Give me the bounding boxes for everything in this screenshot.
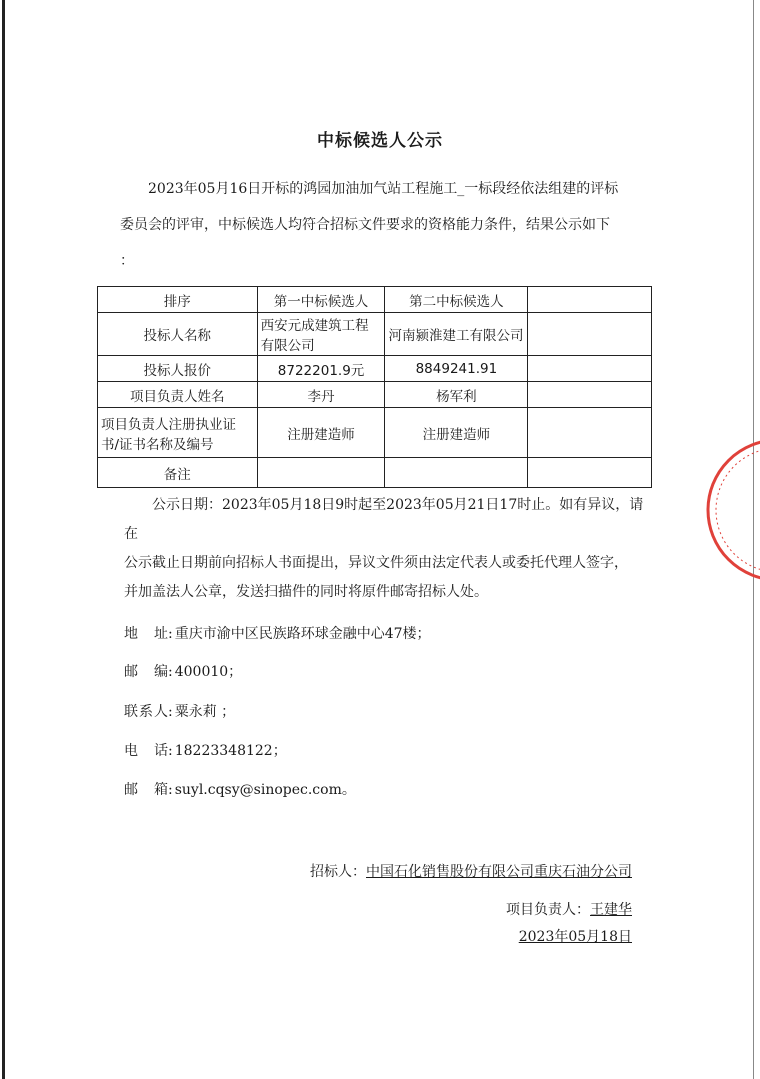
candidate-table — [97, 286, 652, 488]
table-cell — [528, 356, 652, 382]
table-cell — [528, 382, 652, 408]
table-cell: 第二中标候选人 — [385, 287, 528, 313]
contact-address: 地 址: 重庆市渝中区民族路环球金融中心47楼； — [124, 623, 431, 643]
intro-paragraph — [120, 171, 640, 279]
table-row — [98, 382, 652, 408]
intro-line-2: 委员会的评审，中标候选人均符合招标文件要求的资格能力条件，结果公示如下 — [120, 217, 610, 233]
table-cell: 第一中标候选人 — [257, 287, 385, 313]
table-cell: 8849241.91 — [385, 356, 528, 382]
contact-email: 邮 箱: suyl.cqsy@sinopec.com。 — [124, 779, 356, 799]
table-cell: 投标人报价 — [98, 356, 258, 382]
table-cell: 注册建造师 — [257, 408, 385, 458]
manager-label: 项目负责人： — [506, 902, 590, 918]
contact-person: 联系人: 粟永莉 ； — [124, 701, 235, 721]
intro-line-1: 2023年05月16日开标的鸿园加油加气站工程施工_一标段经依法组建的评标 — [148, 181, 619, 197]
table-cell: 投标人名称 — [98, 313, 258, 356]
table-row — [98, 313, 652, 356]
contact-label: 电 话 — [124, 743, 168, 759]
contact-value: 18223348122； — [174, 743, 287, 759]
table-cell — [385, 458, 528, 488]
table-cell — [528, 313, 652, 356]
contact-label: 地 址 — [124, 626, 168, 642]
contact-phone: 电 话: 18223348122； — [124, 740, 287, 760]
tenderer-label: 招标人： — [310, 864, 366, 880]
table-cell: 西安元成建筑工程有限公司 — [257, 313, 385, 356]
page-title: 中标候选人公示 — [317, 131, 443, 151]
table-cell: 8722201.9元 — [257, 356, 385, 382]
table-row — [98, 356, 652, 382]
table-cell: 排序 — [98, 287, 258, 313]
table-row — [98, 287, 652, 313]
contact-label: 邮 箱 — [124, 782, 168, 798]
contact-value: 重庆市渝中区民族路环球金融中心47楼； — [174, 626, 431, 642]
table-cell — [257, 458, 385, 488]
contact-value: suyl.cqsy@sinopec.com。 — [174, 782, 356, 798]
contact-value: 400010； — [174, 664, 243, 680]
table-cell: 河南颍淮建工有限公司 — [385, 313, 528, 356]
notice-paragraph — [124, 491, 644, 607]
intro-line-3: ： — [120, 253, 134, 269]
table-cell: 项目负责人注册执业证书/证书名称及编号 — [98, 408, 258, 458]
notice-line-1: 公示日期：2023年05月18日9时起至2023年05月21日17时止。如有异议，请在 — [124, 497, 644, 542]
signature-date: 2023年05月18日 — [518, 929, 632, 945]
table-cell: 杨军利 — [385, 382, 528, 408]
contact-label: 联系人 — [124, 704, 168, 720]
contact-postcode: 邮 编: 400010； — [124, 661, 242, 681]
contact-value: 粟永莉 ； — [174, 704, 236, 720]
table-cell: 备注 — [98, 458, 258, 488]
official-seal-stamp — [700, 435, 760, 585]
table-row — [98, 458, 652, 488]
notice-line-3: 并加盖法人公章，发送扫描件的同时将原件邮寄招标人处。 — [124, 584, 488, 600]
table-cell: 注册建造师 — [385, 408, 528, 458]
tenderer-name: 中国石化销售股份有限公司重庆石油分公司 — [366, 864, 632, 880]
notice-line-2: 公示截止日期前向招标人书面提出，异议文件须由法定代表人或委托代理人签字， — [124, 555, 628, 571]
table-row — [98, 408, 652, 458]
table-cell — [528, 287, 652, 313]
tenderer-signature — [310, 861, 632, 881]
manager-name: 王建华 — [590, 902, 632, 918]
table-cell — [528, 458, 652, 488]
table-cell: 李丹 — [257, 382, 385, 408]
scan-edge-left — [2, 0, 5, 1079]
table-cell: 项目负责人姓名 — [98, 382, 258, 408]
table-cell — [528, 408, 652, 458]
manager-signature — [506, 899, 632, 919]
contact-label: 邮 编 — [124, 664, 168, 680]
